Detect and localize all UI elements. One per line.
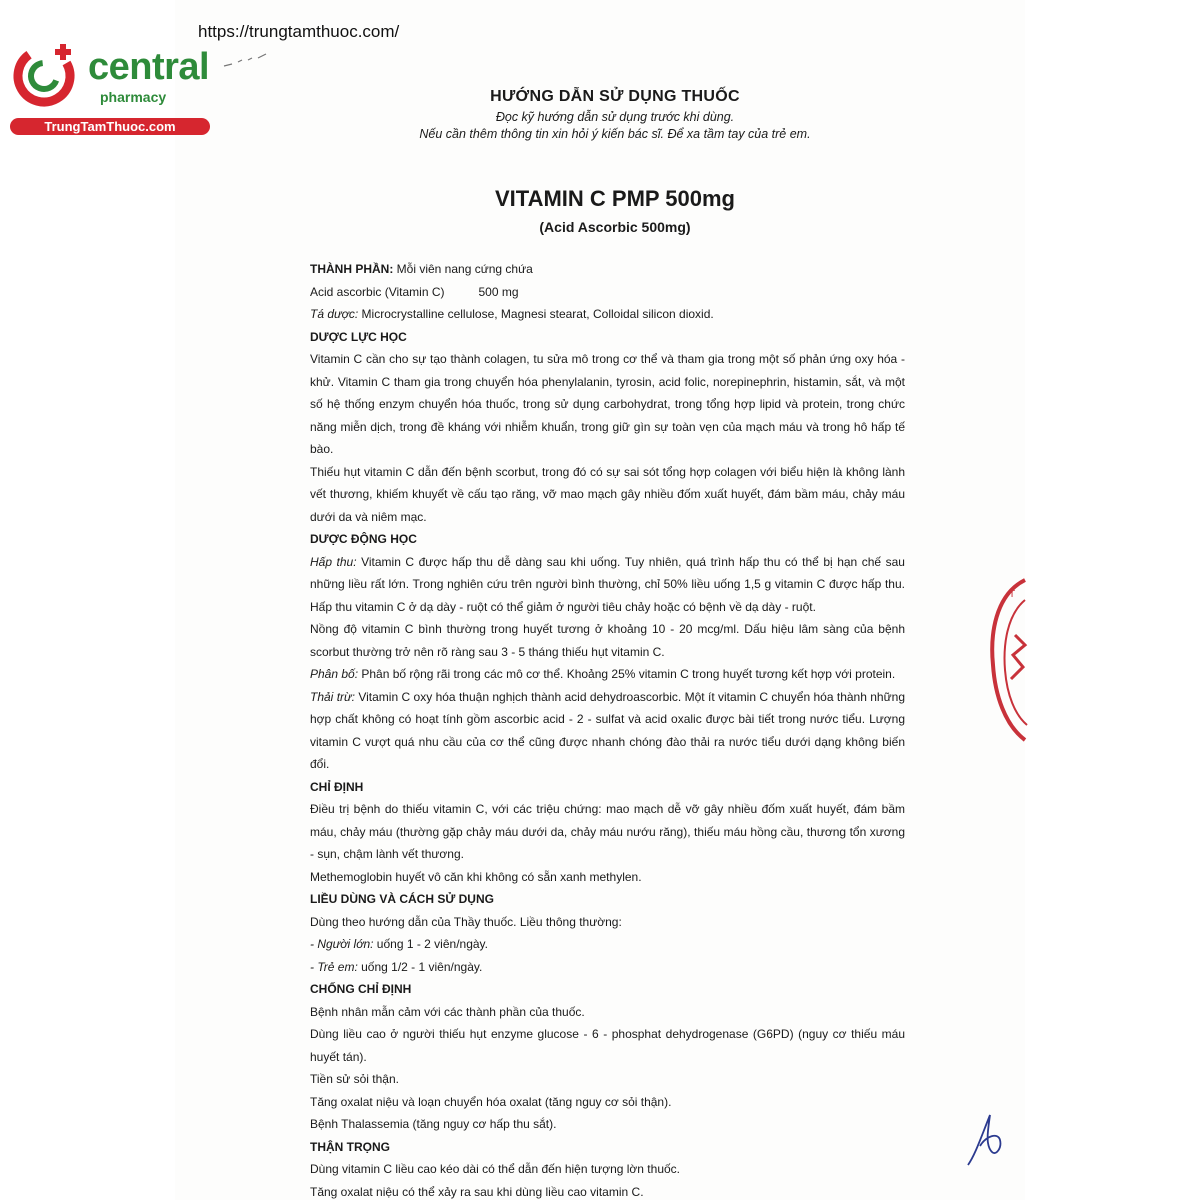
active-ingredient-line — [310, 281, 905, 304]
elimination-label: Thải trừ: — [310, 690, 355, 704]
excipient-text: Microcrystalline cellulose, Magnesi stearat, Colloidal silicon dioxid. — [358, 307, 713, 321]
dosage-child-text: uống 1/2 - 1 viên/ngày. — [358, 960, 483, 974]
product-title: VITAMIN C PMP 500mg — [0, 186, 1200, 212]
indications-p2: Methemoglobin huyết vô căn khi không có sẵn xanh methylen. — [310, 866, 905, 889]
svg-text:T: T — [1009, 589, 1015, 600]
dosage-adult — [310, 933, 905, 956]
indications-p1: Điều trị bệnh do thiếu vitamin C, với các triệu chứng: mao mạch dễ vỡ gây nhiều đốm xuất huyết, đám bầm máu, chảy máu (thường gặp chảy máu dưới da, chảy máu nướu răng), thiếu máu hồng cầu, thương tổn xương - sụn, chậm lành vết thương. — [310, 798, 905, 866]
distribution-text: Phân bố rộng rãi trong các mô cơ thể. Khoảng 25% vitamin C trong huyết tương kết hợp với protein. — [358, 667, 895, 681]
dosage-adult-label: - Người lớn: — [310, 937, 373, 951]
guide-line-1: Đọc kỹ hướng dẫn sử dụng trước khi dùng. — [0, 110, 1200, 124]
active-ingredient-amount: 500 mg — [478, 281, 518, 304]
pencil-mark-icon — [222, 50, 272, 70]
logo-sub-text: pharmacy — [100, 89, 166, 105]
product-subtitle: (Acid Ascorbic 500mg) — [0, 219, 1200, 235]
active-ingredient-name: Acid ascorbic (Vitamin C) — [310, 285, 444, 299]
guide-line-2: Nếu cần thêm thông tin xin hỏi ý kiến bác sĩ. Để xa tầm tay của trẻ em. — [0, 127, 1200, 141]
pharmacodynamics-heading: DƯỢC LỰC HỌC — [310, 326, 905, 349]
concentration-paragraph: Nồng độ vitamin C bình thường trong huyết tương ở khoảng 10 - 20 mcg/ml. Dấu hiệu lâm sàng của bệnh scorbut thường trở nên rõ ràng sau 3 - 5 tháng thiếu hụt vitamin C. — [310, 618, 905, 663]
dosage-intro: Dùng theo hướng dẫn của Thầy thuốc. Liều thông thường: — [310, 911, 905, 934]
guide-title: HƯỚNG DẪN SỬ DỤNG THUỐC — [0, 88, 1200, 106]
absorption-paragraph — [310, 551, 905, 619]
composition-line — [310, 258, 905, 281]
dosage-heading: LIỀU DÙNG VÀ CÁCH SỬ DỤNG — [310, 888, 905, 911]
contraindication-item: Bệnh nhân mẫn cảm với các thành phần của thuốc. — [310, 1001, 905, 1024]
contraindication-item: Tăng oxalat niệu và loạn chuyển hóa oxalat (tăng nguy cơ sỏi thận). — [310, 1091, 905, 1114]
precaution-item: Dùng vitamin C liều cao kéo dài có thể dẫn đến hiện tượng lờn thuốc. — [310, 1158, 905, 1181]
absorption-label: Hấp thu: — [310, 555, 357, 569]
dosage-child — [310, 956, 905, 979]
pharmacodynamics-p2: Thiếu hụt vitamin C dẫn đến bệnh scorbut, trong đó có sự sai sót tổng hợp colagen với biểu hiện là không lành vết thương, khiếm khuyết về cấu tạo răng, vỡ mao mạch gây nhiều đốm xuất huyết, đám bầm máu, chảy máu dưới da và niêm mạc. — [310, 461, 905, 529]
contraindication-item: Bệnh Thalassemia (tăng nguy cơ hấp thu sắt). — [310, 1113, 905, 1136]
pharmacodynamics-p1: Vitamin C cần cho sự tạo thành colagen, tu sửa mô trong cơ thể và tham gia trong một số phản ứng oxy hóa - khử. Vitamin C tham gia trong chuyển hóa phenylalanin, tyrosin, acid folic, norepinephrin, histamin, sắt, và một số hệ thống enzym chuyển hóa thuốc, trong sử dụng carbohydrat, trong tổng hợp lipid và protein, trong chức năng miễn dịch, trong đề kháng với nhiễm khuẩn, trong giữ gìn sự toàn vẹn của mạch máu và trong hô hấp tế bào. — [310, 348, 905, 461]
indications-heading: CHỈ ĐỊNH — [310, 776, 905, 799]
logo-brand-text: central — [88, 46, 209, 89]
contraindications-heading: CHỐNG CHỈ ĐỊNH — [310, 978, 905, 1001]
leaflet-body — [310, 258, 905, 1203]
excipient-line — [310, 303, 905, 326]
red-stamp-icon — [985, 575, 1030, 745]
pharmacokinetics-heading: DƯỢC ĐỘNG HỌC — [310, 528, 905, 551]
dosage-child-label: - Trẻ em: — [310, 960, 358, 974]
precaution-item: Tăng oxalat niệu có thể xảy ra sau khi dùng liều cao vitamin C. — [310, 1181, 905, 1203]
distribution-label: Phân bố: — [310, 667, 358, 681]
dosage-adult-text: uống 1 - 2 viên/ngày. — [373, 937, 488, 951]
distribution-paragraph — [310, 663, 905, 686]
composition-label: THÀNH PHẦN: — [310, 262, 393, 276]
composition-intro: Mỗi viên nang cứng chứa — [393, 262, 532, 276]
elimination-text: Vitamin C oxy hóa thuận nghịch thành acid dehydroascorbic. Một ít vitamin C chuyển hóa thành những hợp chất không có hoạt tính gồm ascorbic acid - 2 - sulfat và acid oxalic được bài tiết trong nước tiểu. Lượng vitamin C vượt quá nhu cầu của cơ thể cũng được nhanh chóng đào thải ra nước tiểu dưới dạng không biến đổi. — [310, 690, 905, 772]
source-url: https://trungtamthuoc.com/ — [198, 22, 399, 42]
contraindication-item: Dùng liều cao ở người thiếu hụt enzyme glucose - 6 - phosphat dehydrogenase (G6PD) (nguy cơ thiếu máu huyết tán). — [310, 1023, 905, 1068]
logo-site-bar: TrungTamThuoc.com — [10, 118, 210, 135]
contraindication-item: Tiền sử sỏi thận. — [310, 1068, 905, 1091]
signature-icon — [960, 1110, 1010, 1170]
elimination-paragraph — [310, 686, 905, 776]
precautions-heading: THẬN TRỌNG — [310, 1136, 905, 1159]
excipient-label: Tá dược: — [310, 307, 358, 321]
absorption-text: Vitamin C được hấp thu dễ dàng sau khi uống. Tuy nhiên, quá trình hấp thu có thể bị hạn chế sau những liều rất lớn. Trong nghiên cứu trên người bình thường, chỉ 50% liều uống 1,5 g vitamin C được hấp thu. Hấp thu vitamin C ở dạ dày - ruột có thể giảm ở người tiêu chảy hoặc có bệnh về dạ dày - ruột. — [310, 555, 905, 614]
